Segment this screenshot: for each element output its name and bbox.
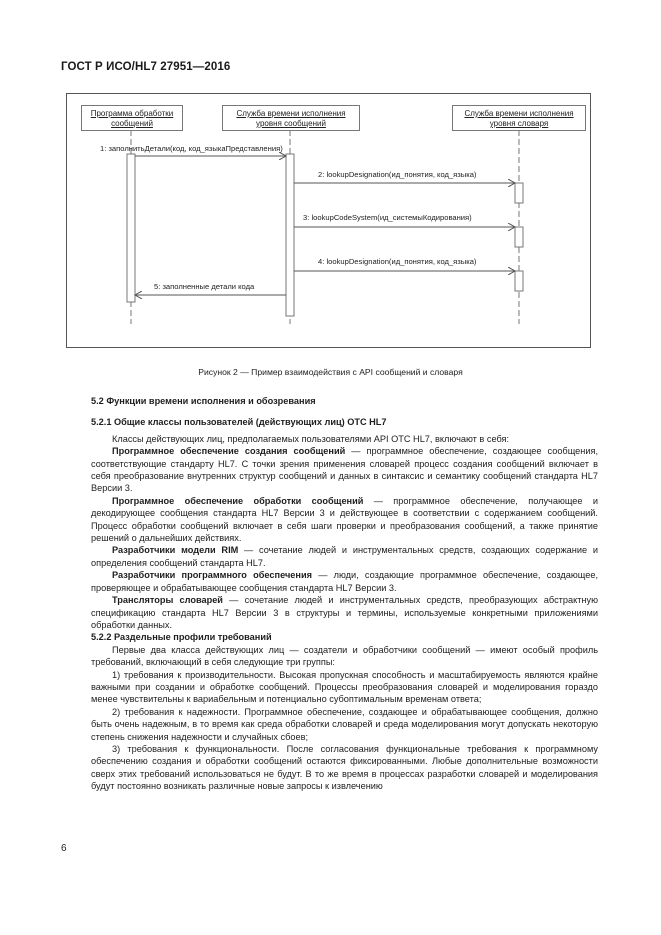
activation-bar-2 (286, 154, 294, 316)
actor-term: Программное обеспечение создания сообщений (112, 446, 346, 457)
section-5-2-1-title: 5.2.1 Общие классы пользователей (действующих лиц) OTC HL7 (91, 417, 387, 428)
page-number: 6 (61, 843, 67, 854)
actor-term: Разработчики программного обеспечения (112, 570, 312, 581)
message-2-label: 2: lookupDesignation(ид_понятия, код_языка) (318, 170, 477, 179)
running-header: ГОСТ Р ИСО/HL7 27951—2016 (61, 61, 231, 73)
actor-description: — программное обеспечение, создающее сообщения, соответствующие стандарту HL7. С точки зрения применения словарей процесс создания сообщений включает в себя преобразование внутренних структур сообщений и данных в синтаксис и семантику сообщений стандарта HL7 Версии 3. (91, 446, 598, 494)
section-5-2-title: 5.2 Функции времени исполнения и обозревания (91, 396, 316, 406)
lifeline-1-box (81, 105, 183, 131)
actor-item (91, 445, 598, 495)
section-5-2-2-intro: Первые два класса действующих лиц — создатели и обработчики сообщений — имеют особый профиль требований, включающий в себя следующие три группы: (91, 644, 598, 668)
lifeline-3-box (452, 105, 586, 131)
lifeline-3-label: Служба времени исполнения уровня словаря (464, 109, 574, 128)
activation-bar-1 (127, 154, 135, 302)
actor-term: Разработчики модели RIM (112, 545, 239, 556)
lifeline-2-label: Служба времени исполнения уровня сообщений (236, 109, 346, 128)
actor-term: Программное обеспечение обработки сообщений (112, 495, 364, 506)
activation-bar-3c (515, 271, 523, 291)
lifeline-1-label: Программа обработки сообщений (90, 109, 174, 128)
section-5-2-1-intro: Классы действующих лиц, предполагаемых пользователями API OTC HL7, включают в себя: (112, 433, 510, 444)
actor-item (91, 569, 598, 594)
activation-bar-3a (515, 183, 523, 203)
actor-description: — сочетание людей и инструментальных средств, создающих содержание и определения сообщений стандарта HL7. (91, 545, 598, 568)
sequence-diagram (66, 93, 591, 348)
lifeline-2-box (222, 105, 360, 131)
section-5-2-2-title: 5.2.2 Раздельные профили требований (91, 632, 272, 643)
requirement-performance: 1) требования к производительности. Высокая пропускная способность и масштабируемость являются крайне важными при создании и обработке сообщений. Процессы преобразования словарей и моделирования гораздо менее чувствительны к вариабельным и потенциально субоптимальным временам ответа; (91, 669, 598, 705)
actor-term: Трансляторы словарей (112, 595, 223, 606)
actor-description: — сочетание людей и инструментальных средств, преобразующих абстрактную спецификацию стандарта HL7 Версии 3 в структуры и термины, используемые конкретными приложениями обработки данных. (91, 595, 598, 630)
requirement-reliability: 2) требования к надежности. Программное обеспечение, создающее и обрабатывающее сообщения, должно быть очень надежным, в то время как среда обработки словарей и среда моделирования могут допускать некоторую степень снижения надежности и случайных сбоев; (91, 706, 598, 742)
actor-description: — люди, создающие программное обеспечение, создающее, проверяющее и обрабатывающее сообщения стандарта HL7 Версии 3. (91, 570, 598, 593)
requirement-functionality: 3) требования к функциональности. После согласования функциональные требования к программному обеспечению создания и обработки сообщений остаются фиксированными. Любые дополнительные возможности сверх этих требований использоваться не будут. В то же время в процессах разработки словарей и моделирования будут постоянно возникать различные новые запросы к извлечению (91, 743, 598, 792)
message-3-label: 3: lookupCodeSystem(ид_системыКодирования) (303, 213, 472, 222)
actor-description: — программное обеспечение, получающее и декодирующее сообщения стандарта HL7 Версии 3 и действующее в соответствии с содержанием сообщений. Процесс обработки сообщений включает в себя шаги проверки и преобразования сообщений, а также принятие решений о дальнейших действиях. (91, 495, 598, 544)
figure-caption: Рисунок 2 — Пример взаимодействия с API сообщений и словаря (198, 367, 463, 377)
actor-item (91, 594, 598, 631)
actor-item (91, 544, 598, 569)
body-text (91, 395, 598, 793)
message-1-label: 1: заполнитьДетали(код, код_языкаПредставления) (100, 144, 283, 153)
message-4-label: 4: lookupDesignation(ид_понятия, код_языка) (318, 257, 477, 266)
actor-item (91, 495, 598, 545)
activation-bar-3b (515, 227, 523, 247)
message-5-label: 5: заполненные детали кода (154, 282, 255, 291)
